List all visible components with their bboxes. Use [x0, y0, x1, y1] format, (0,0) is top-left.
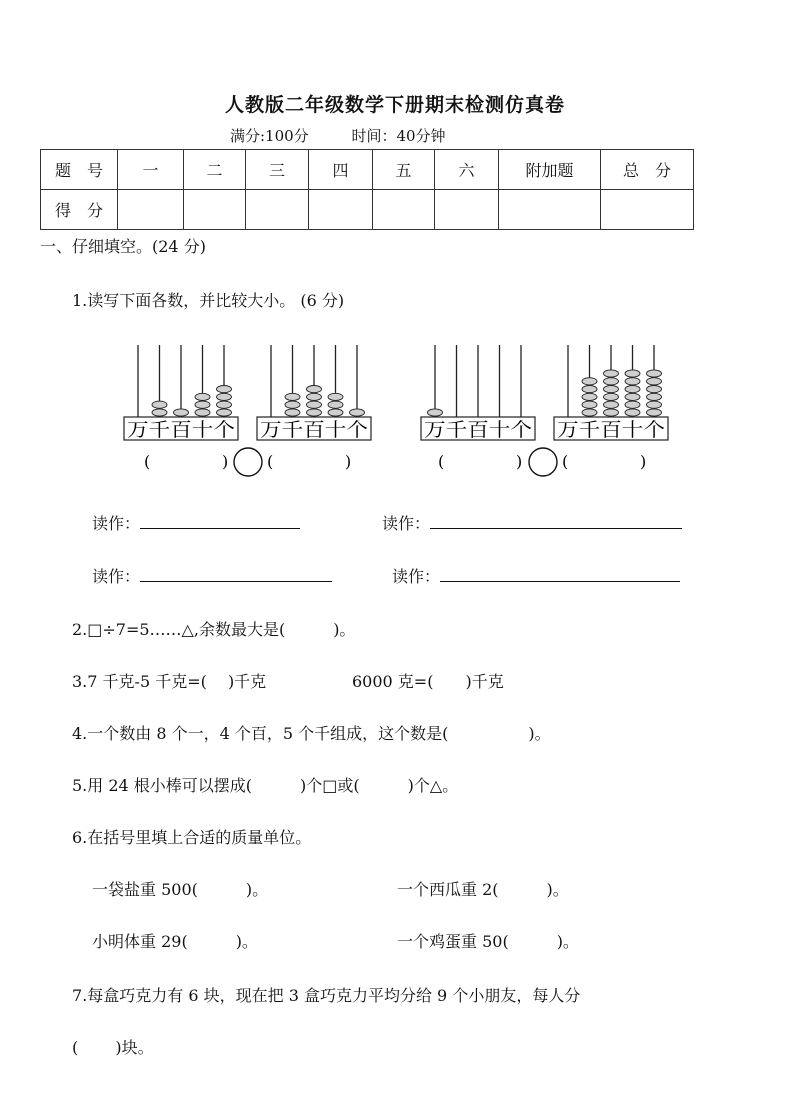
abacus-figure: [0, 335, 790, 485]
score-header-cell: 总 分: [601, 150, 694, 190]
abacus-bead: [604, 370, 619, 377]
abacus-place-label: 万千百十个: [557, 419, 665, 441]
score-row-label: 得 分: [41, 190, 118, 230]
exam-time: 时间：40分钟: [351, 127, 446, 145]
abacus-bead: [328, 401, 343, 408]
section-heading: 一、仔细填空。(24 分): [40, 237, 206, 256]
score-cell[interactable]: [118, 190, 184, 230]
abacus-bead: [328, 393, 343, 400]
abacus-bead: [582, 378, 597, 385]
score-header-cell: 附加题: [499, 150, 601, 190]
read-row-1: [92, 511, 300, 534]
score-header-cell: 一: [118, 150, 184, 190]
abacus-bead: [647, 409, 662, 416]
answer-paren-close: ): [345, 452, 352, 471]
question-6: 6.在括号里填上合适的质量单位。: [72, 828, 312, 847]
abacus-bead: [647, 370, 662, 377]
abacus-bead: [285, 409, 300, 416]
score-cell[interactable]: [373, 190, 435, 230]
score-header-cell: 题 号: [41, 150, 118, 190]
abacus-bead: [217, 393, 232, 400]
abacus-bead: [604, 401, 619, 408]
abacus-bead: [604, 393, 619, 400]
page-title: 人教版二年级数学下册期末检测仿真卷: [224, 94, 565, 116]
answer-paren-open: (: [144, 452, 151, 471]
question-3b: 6000 克=( )千克: [352, 672, 504, 691]
question-1: 1.读写下面各数，并比较大小。 (6 分): [72, 291, 345, 310]
read-answer-line[interactable]: [140, 514, 300, 529]
abacus-bead: [217, 386, 232, 393]
read-answer-line[interactable]: [140, 567, 332, 582]
abacus-bead: [307, 393, 322, 400]
full-score: 满分:100分: [230, 127, 309, 145]
abacus-bead: [195, 393, 210, 400]
abacus-bead: [307, 409, 322, 416]
abacus-bead: [428, 409, 443, 416]
abacus-bead: [604, 409, 619, 416]
read-row-3: [92, 564, 332, 587]
abacus-bead: [625, 378, 640, 385]
abacus-bead: [647, 393, 662, 400]
read-row-4: [392, 564, 680, 587]
score-header-cell: 二: [184, 150, 246, 190]
exam-meta: [230, 125, 484, 146]
abacus-bead: [582, 409, 597, 416]
score-header-cell: 四: [309, 150, 373, 190]
question-6b: 一个西瓜重 2( )。: [397, 880, 569, 899]
read-row-2: [382, 511, 682, 534]
question-3a: 3.7 千克-5 千克=( )千克: [72, 672, 267, 691]
read-label: 读作：: [92, 567, 141, 586]
score-header-cell: 六: [435, 150, 499, 190]
answer-paren-close: ): [516, 452, 523, 471]
abacus-bead: [625, 393, 640, 400]
abacus-bead: [625, 386, 640, 393]
score-header-cell: 五: [373, 150, 435, 190]
score-cell[interactable]: [499, 190, 601, 230]
abacus-bead: [350, 409, 365, 416]
abacus-bead: [604, 386, 619, 393]
abacus-bead: [217, 401, 232, 408]
compare-circle[interactable]: [234, 448, 262, 476]
read-label: 读作：: [92, 514, 141, 533]
score-cell[interactable]: [246, 190, 309, 230]
abacus-bead: [152, 409, 167, 416]
abacus-bead: [582, 401, 597, 408]
abacus-bead: [582, 386, 597, 393]
question-5: 5.用 24 根小棒可以摆成( )个□或( )个△。: [72, 776, 459, 795]
abacus-bead: [307, 386, 322, 393]
score-cell[interactable]: [184, 190, 246, 230]
abacus-bead: [307, 401, 322, 408]
question-7: 7.每盒巧克力有 6 块，现在把 3 盒巧克力平均分给 9 个小朋友，每人分: [72, 986, 581, 1005]
abacus-bead: [582, 393, 597, 400]
abacus-place-label: 万千百十个: [260, 419, 368, 441]
abacus-bead: [174, 409, 189, 416]
abacus-place-label: 万千百十个: [127, 419, 235, 441]
score-cell[interactable]: [435, 190, 499, 230]
abacus-layer: [124, 345, 668, 441]
abacus-bead: [285, 393, 300, 400]
score-header-cell: 三: [246, 150, 309, 190]
abacus-bead: [647, 401, 662, 408]
score-table: [40, 149, 694, 230]
score-table-score-row: [41, 190, 694, 230]
answer-paren-open: (: [267, 452, 274, 471]
answer-paren-close: ): [222, 452, 229, 471]
question-4: 4.一个数由 8 个一，4 个百，5 个千组成，这个数是( )。: [72, 724, 551, 743]
read-label: 读作：: [382, 514, 431, 533]
answer-paren-close: ): [640, 452, 647, 471]
abacus-bead: [625, 401, 640, 408]
answer-paren-open: (: [562, 452, 569, 471]
abacus-bead: [285, 401, 300, 408]
compare-circle[interactable]: [529, 448, 557, 476]
score-cell[interactable]: [309, 190, 373, 230]
read-answer-line[interactable]: [440, 567, 680, 582]
score-cell[interactable]: [601, 190, 694, 230]
abacus-bead: [217, 409, 232, 416]
abacus-bead: [152, 401, 167, 408]
question-6d: 一个鸡蛋重 50( )。: [397, 932, 579, 951]
abacus-place-label: 万千百十个: [424, 419, 532, 441]
question-2: 2.□÷7=5……△,余数最大是( )。: [72, 620, 356, 639]
abacus-bead: [328, 409, 343, 416]
answer-paren-open: (: [438, 452, 445, 471]
abacus-bead: [625, 370, 640, 377]
question-6a: 一袋盐重 500( )。: [92, 880, 269, 899]
abacus-bead: [604, 378, 619, 385]
question-6c: 小明体重 29( )。: [92, 932, 258, 951]
score-table-header-row: [41, 150, 694, 190]
read-answer-line[interactable]: [430, 514, 682, 529]
abacus-bead: [625, 409, 640, 416]
abacus-bead: [195, 409, 210, 416]
abacus-bead: [195, 401, 210, 408]
question-7-answer: ( )块。: [72, 1038, 154, 1057]
abacus-bead: [647, 386, 662, 393]
read-label: 读作：: [392, 567, 441, 586]
abacus-bead: [647, 378, 662, 385]
